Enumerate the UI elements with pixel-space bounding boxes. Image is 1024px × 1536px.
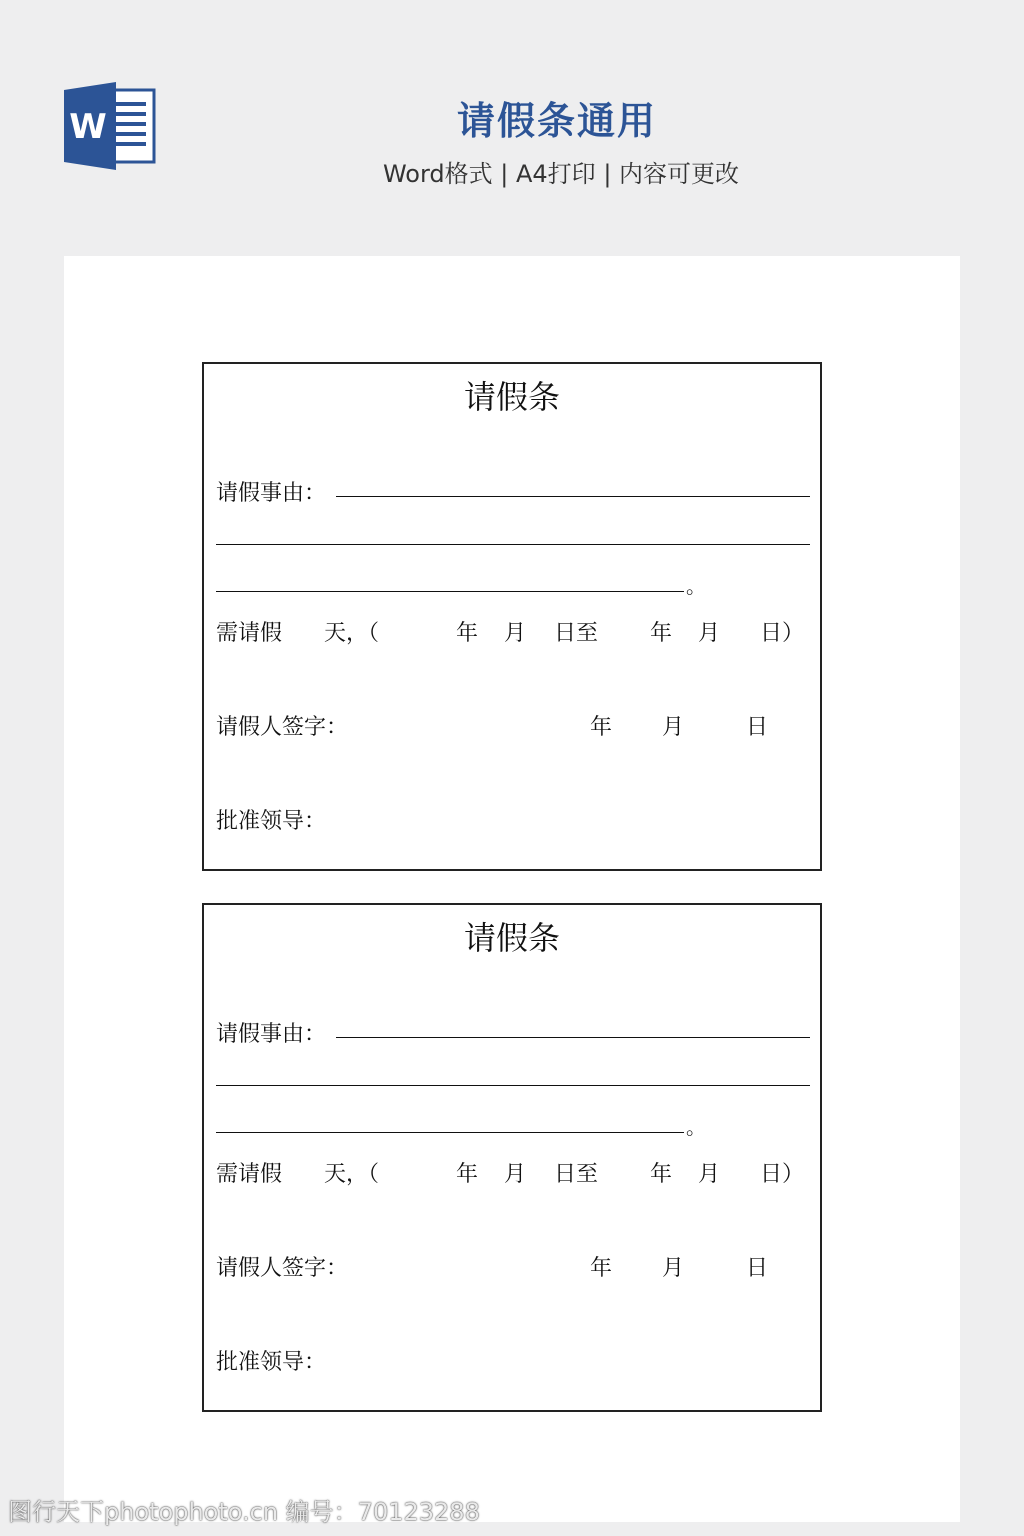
to-month: 月	[698, 621, 721, 646]
from-year: 年	[456, 621, 479, 646]
to-year: 年	[650, 1162, 673, 1187]
from-day-to: 日至	[554, 1162, 599, 1187]
reason-label: 请假事由：	[216, 1022, 327, 1047]
sign-year: 年	[590, 715, 613, 740]
word-logo-letter: W	[69, 107, 107, 147]
reason-line-1[interactable]	[336, 496, 810, 497]
end-mark: 。	[686, 574, 706, 598]
leave-form-1	[202, 362, 822, 871]
sign-day: 日	[746, 715, 769, 740]
days-label: 需请假	[216, 621, 283, 646]
to-day: 日）	[760, 621, 805, 646]
sign-year: 年	[590, 1256, 613, 1281]
from-month: 月	[504, 1162, 527, 1187]
to-month: 月	[698, 1162, 721, 1187]
sign-day: 日	[746, 1256, 769, 1281]
days-unit: 天，（	[324, 1162, 380, 1187]
days-label: 需请假	[216, 1162, 283, 1187]
watermark: 图行天下photophoto.cn 编号：70123288	[8, 1498, 480, 1526]
days-unit: 天，（	[324, 621, 380, 646]
signer-label: 请假人签字：	[216, 715, 349, 740]
from-month: 月	[504, 621, 527, 646]
approver-label: 批准领导：	[216, 1350, 327, 1375]
reason-label: 请假事由：	[216, 481, 327, 506]
to-year: 年	[650, 621, 673, 646]
reason-line-2[interactable]	[216, 544, 810, 545]
approver-label: 批准领导：	[216, 809, 327, 834]
page-subtitle: Word格式 | A4打印 | 内容可更改	[382, 160, 740, 188]
form-title: 请假条	[463, 378, 560, 416]
reason-line-1[interactable]	[336, 1037, 810, 1038]
sign-month: 月	[662, 1256, 685, 1281]
reason-line-2[interactable]	[216, 1085, 810, 1086]
leave-form-2	[202, 903, 822, 1412]
reason-line-3[interactable]	[216, 591, 684, 592]
sign-month: 月	[662, 715, 685, 740]
from-year: 年	[456, 1162, 479, 1187]
from-day-to: 日至	[554, 621, 599, 646]
end-mark: 。	[686, 1115, 706, 1139]
to-day: 日）	[760, 1162, 805, 1187]
reason-line-3[interactable]	[216, 1132, 684, 1133]
page-title: 请假条通用	[456, 99, 657, 143]
signer-label: 请假人签字：	[216, 1256, 349, 1281]
form-title: 请假条	[463, 919, 560, 957]
